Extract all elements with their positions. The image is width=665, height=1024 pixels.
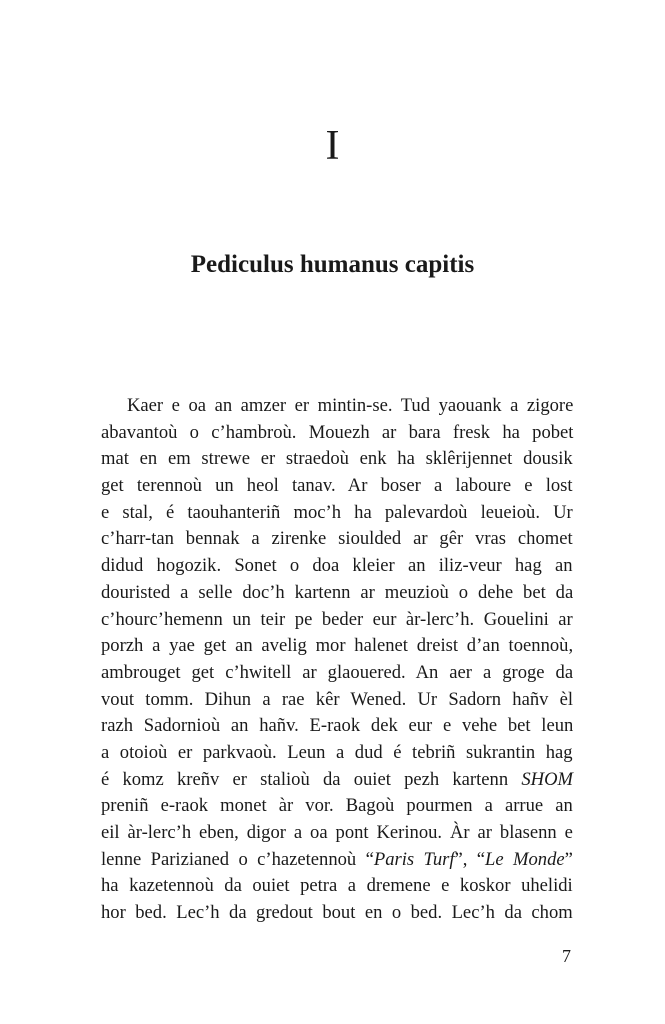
- text-segment: porzh a yae get an avelig mor halenet dreist d’an toennoù,: [101, 635, 574, 657]
- text-line: [101, 633, 573, 660]
- text-segment: douristed a selle doc’h kartenn ar meuzioù o dehe bet da: [101, 581, 574, 603]
- text-segment: ha kazetennoù da ouiet petra a dremene e koskor uhelidi: [101, 875, 573, 897]
- text-line: [101, 687, 573, 714]
- text-segment: c’hourc’hemenn un teir pe beder eur àr-lerc’h. Gouelini ar: [101, 608, 573, 630]
- text-segment: ”: [564, 848, 573, 870]
- text-line: [101, 660, 573, 687]
- chapter-title: Pediculus humanus capitis: [190, 251, 475, 278]
- text-line: [101, 500, 573, 527]
- text-segment: é komz kreñv er stalioù da ouiet pezh kartenn: [101, 768, 522, 790]
- italic-text: Paris Turf: [373, 848, 455, 870]
- text-segment: get terennoù un heol tanav. Ar boser a laboure e lost: [101, 475, 573, 497]
- text-segment: e stal, é taouhanteriñ moc’h ha palevardoù leueioù. Ur: [101, 501, 573, 523]
- chapter-number: I: [325, 123, 340, 169]
- text-line: [101, 793, 573, 820]
- text-line: [101, 607, 573, 634]
- text-line: [101, 420, 573, 447]
- text-line: [101, 553, 573, 580]
- text-segment: vout tomm. Dihun a rae kêr Wened. Ur Sadorn hañv èl: [101, 688, 574, 710]
- text-line: [101, 713, 573, 740]
- text-line: [101, 873, 573, 900]
- text-segment: ”, “: [454, 848, 486, 870]
- text-line: [101, 847, 573, 874]
- text-line: [101, 900, 573, 927]
- text-segment: mat en em strewe er straedoù enk ha sklêrijennet dousik: [101, 448, 573, 470]
- page-number: 7: [562, 946, 571, 966]
- text-segment: didud hogozik. Sonet o doa kleier an iliz-veur hag an: [101, 555, 573, 577]
- italic-text: Le Monde: [485, 848, 565, 870]
- text-line: [101, 393, 573, 420]
- text-segment: abavantoù o c’hambroù. Mouezh ar bara fresk ha pobet: [101, 421, 574, 443]
- text-line: [101, 820, 573, 847]
- text-line: [101, 446, 573, 473]
- text-segment: preniñ e-raok monet àr vor. Bagoù pourmen a arrue an: [101, 795, 573, 817]
- text-segment: Kaer e oa an amzer er mintin-se. Tud yaouank a zigore: [127, 395, 574, 416]
- text-line: [101, 473, 573, 500]
- text-segment: razh Sadornioù an hañv. E-raok dek eur e vehe bet leun: [101, 715, 574, 737]
- text-line: [101, 526, 573, 553]
- body-text: [101, 393, 573, 927]
- text-line: [101, 740, 573, 767]
- text-segment: a otoioù er parkvaoù. Leun a dud é tebriñ sukrantin hag: [101, 741, 573, 763]
- text-segment: hor bed. Lec’h da gredout bout en o bed. Lec’h da chom: [101, 902, 573, 924]
- text-line: [101, 767, 573, 794]
- italic-text: SHOM: [521, 768, 573, 790]
- text-segment: c’harr-tan bennak a zirenke sioulded ar gêr vras chomet: [101, 528, 573, 550]
- text-segment: lenne Parizianed o c’hazetennoù “: [101, 848, 374, 870]
- text-segment: ambrouget get c’hwitell ar glaouered. An aer a groge da: [101, 661, 574, 683]
- text-line: [101, 580, 573, 607]
- text-segment: eil àr-lerc’h eben, digor a oa pont Kerinou. Àr ar blasenn e: [101, 822, 573, 843]
